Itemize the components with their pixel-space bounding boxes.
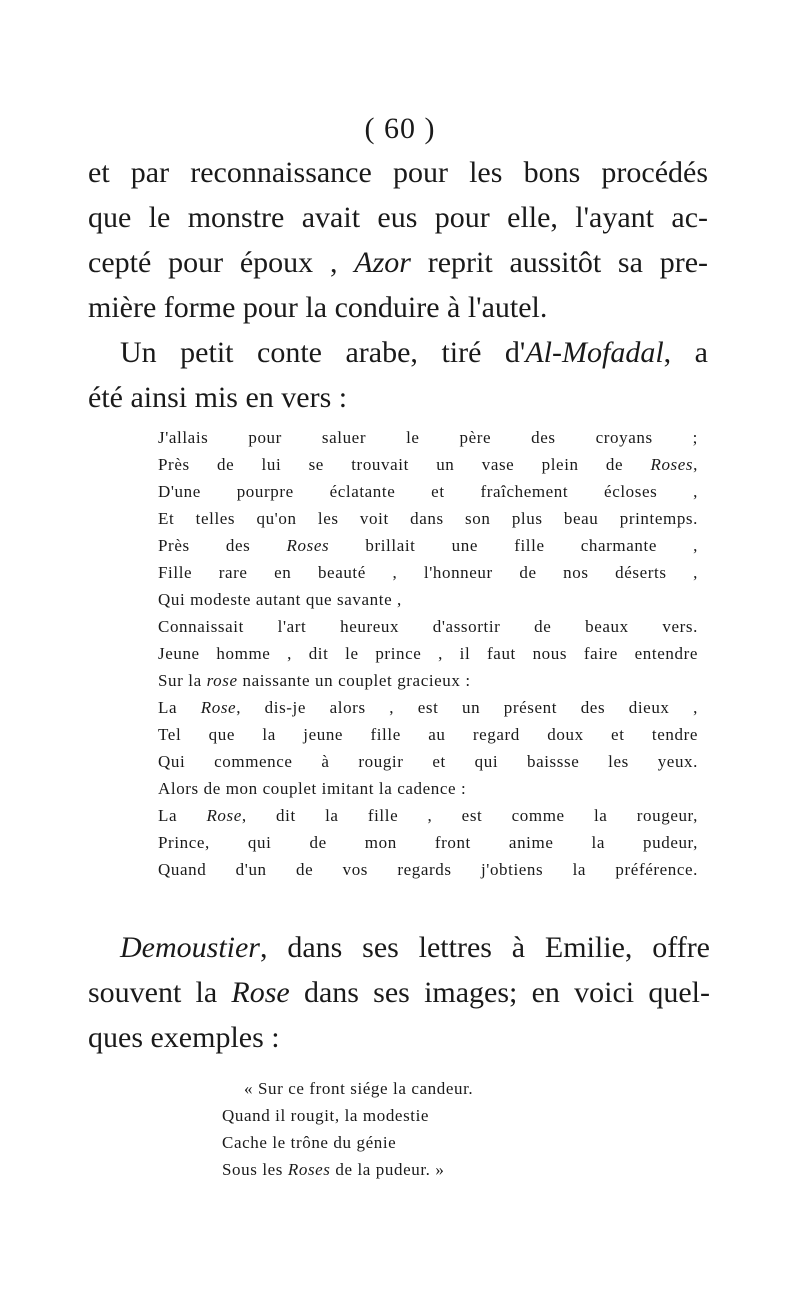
verse-line: Alors de mon couplet imitant la cadence : bbox=[158, 779, 467, 798]
verse-line: Sous les Roses de la pudeur. » bbox=[222, 1160, 445, 1179]
poem-demoustier-quote bbox=[222, 1075, 552, 1183]
verse-line: Sur la rose naissante un couplet gracieux : bbox=[158, 671, 471, 690]
text-line: souvent la Rose dans ses images; en voici quel- bbox=[88, 976, 710, 1009]
text-line: et par reconnaissance pour les bons procédés bbox=[88, 156, 708, 189]
verse-line: Qui modeste autant que savante , bbox=[158, 590, 402, 609]
verse-line: « Sur ce front siége la candeur. bbox=[244, 1079, 474, 1098]
verse-line: Cache le trône du génie bbox=[222, 1133, 397, 1152]
text-line: été ainsi mis en vers : bbox=[88, 381, 348, 414]
verse-line: Qui commence à rougir et qui baissse les yeux. bbox=[158, 752, 698, 771]
verse-line: La Rose, dis-je alors , est un présent des dieux , bbox=[158, 698, 698, 717]
poem-arabic-tale bbox=[158, 424, 698, 883]
text-line: ques exemples : bbox=[88, 1021, 280, 1054]
verse-line: Quand il rougit, la modestie bbox=[222, 1106, 430, 1125]
verse-line: Tel que la jeune fille au regard doux et tendre bbox=[158, 725, 698, 744]
paragraph-azor bbox=[88, 150, 708, 420]
verse-line: La Rose, dit la fille , est comme la rougeur, bbox=[158, 806, 698, 825]
verse-line: Fille rare en beauté , l'honneur de nos déserts , bbox=[158, 563, 698, 582]
verse-line: Et telles qu'on les voit dans son plus beau printemps. bbox=[158, 509, 698, 528]
paragraph-demoustier bbox=[88, 925, 710, 1060]
verse-line: Connaissait l'art heureux d'assortir de beaux vers. bbox=[158, 617, 698, 636]
verse-line: D'une pourpre éclatante et fraîchement écloses , bbox=[158, 482, 698, 501]
verse-line: Près de lui se trouvait un vase plein de Roses, bbox=[158, 455, 698, 474]
verse-line: Prince, qui de mon front anime la pudeur, bbox=[158, 833, 698, 852]
text-line: que le monstre avait eus pour elle, l'ayant ac- bbox=[88, 201, 708, 234]
page-number: ( 60 ) bbox=[364, 112, 436, 145]
verse-line: Quand d'un de vos regards j'obtiens la préférence. bbox=[158, 860, 698, 879]
verse-line: Jeune homme , dit le prince , il faut nous faire entendre bbox=[158, 644, 698, 663]
verse-line: Près des Roses brillait une fille charmante , bbox=[158, 536, 698, 555]
text-line: cepté pour époux , Azor reprit aussitôt sa pre- bbox=[88, 246, 709, 279]
text-line: Demoustier, dans ses lettres à Emilie, offre bbox=[120, 931, 710, 964]
text-line: mière forme pour la conduire à l'autel. bbox=[88, 291, 548, 324]
text-line: Un petit conte arabe, tiré d'Al-Mofadal, a bbox=[120, 336, 708, 369]
verse-line: J'allais pour saluer le père des croyans ; bbox=[158, 428, 698, 447]
